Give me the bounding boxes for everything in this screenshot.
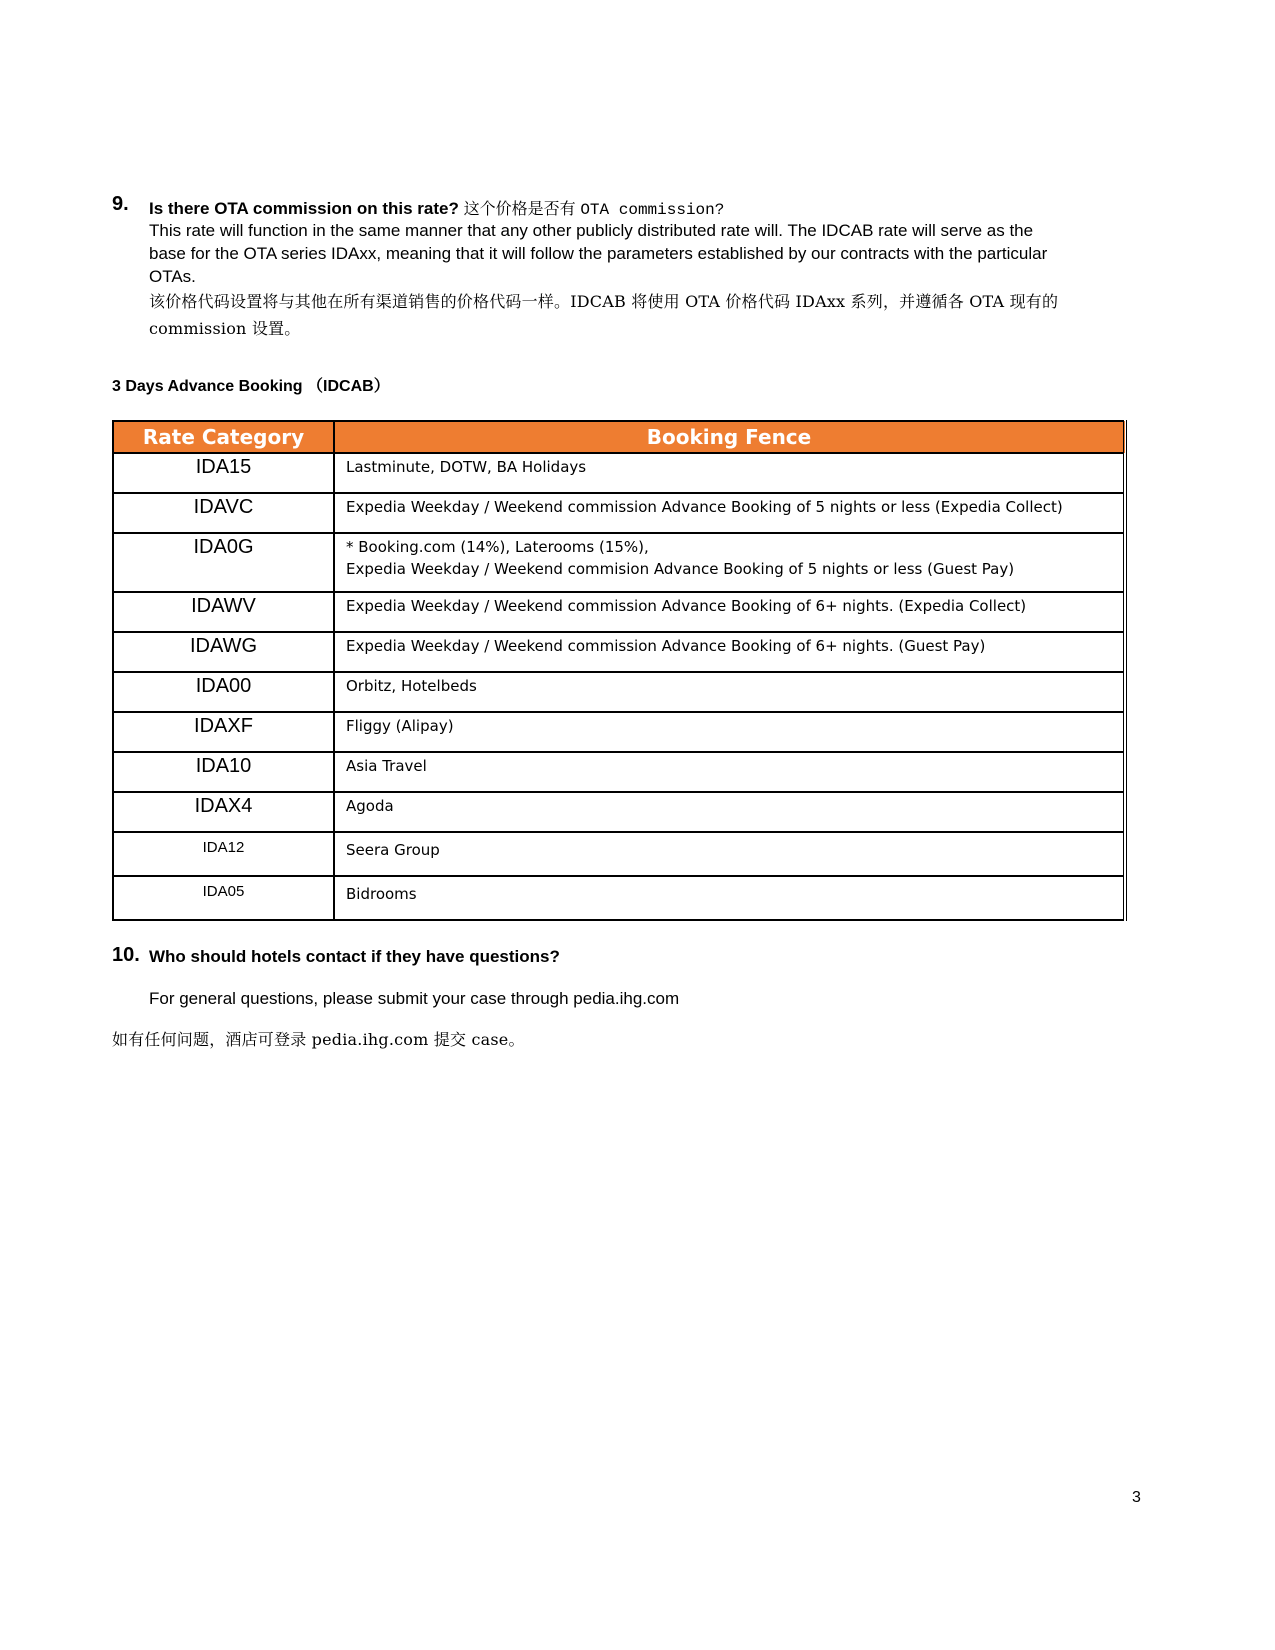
header-rate-category: Rate Category xyxy=(113,421,334,453)
page-number: 3 xyxy=(1132,1489,1141,1506)
question-9-answer-en xyxy=(149,219,1149,288)
rate-code: IDA10 xyxy=(113,752,334,792)
table-row xyxy=(113,672,1125,712)
table-row xyxy=(113,592,1125,632)
booking-fence xyxy=(334,832,1125,876)
question-9-number: 9. xyxy=(112,193,129,215)
booking-fence xyxy=(334,712,1125,752)
fence-line: Expedia Weekday / Weekend commision Advance Booking of 5 nights or less (Guest Pay) xyxy=(346,560,1015,578)
booking-fence xyxy=(334,533,1125,592)
fence-line: Seera Group xyxy=(346,841,440,859)
table-row xyxy=(113,752,1125,792)
rate-code: IDAVC xyxy=(113,493,334,533)
header-booking-fence: Booking Fence xyxy=(334,421,1125,453)
fence-line: Fliggy (Alipay) xyxy=(346,717,454,735)
table-row xyxy=(113,493,1125,533)
table-row xyxy=(113,792,1125,832)
question-9-title-cn-mono: OTA commission? xyxy=(580,201,725,219)
table-row xyxy=(113,876,1125,920)
rate-code: IDAXF xyxy=(113,712,334,752)
answer-en-line: This rate will function in the same manner that any other publicly distributed rate will. The IDCAB rate will serve as the xyxy=(149,221,1034,240)
rate-code: IDA15 xyxy=(113,453,334,493)
table-header-row xyxy=(113,421,1125,453)
answer-cn-line: 该价格代码设置将与其他在所有渠道销售的价格代码一样。IDCAB 将使用 OTA 价格代码 IDAxx 系列，并遵循各 OTA 现有的 xyxy=(149,292,1059,311)
fence-line: Asia Travel xyxy=(346,757,427,775)
fence-line: Orbitz, Hotelbeds xyxy=(346,677,477,695)
booking-fence xyxy=(334,453,1125,493)
booking-fence xyxy=(334,592,1125,632)
question-9-title-en: Is there OTA commission on this rate? xyxy=(149,199,459,218)
rate-code: IDA05 xyxy=(113,876,334,920)
answer-en-line: base for the OTA series IDAxx, meaning that it will follow the parameters established by our contracts with the particular xyxy=(149,244,1048,263)
fence-line: Expedia Weekday / Weekend commission Advance Booking of 6+ nights. (Guest Pay) xyxy=(346,637,986,655)
fence-line: Agoda xyxy=(346,797,394,815)
rate-code: IDA00 xyxy=(113,672,334,712)
fence-line: Expedia Weekday / Weekend commission Advance Booking of 5 nights or less (Expedia Collect) xyxy=(346,498,1063,516)
rate-code: IDA0G xyxy=(113,533,334,592)
question-10-number: 10. xyxy=(112,944,140,966)
question-9-title-cn: 这个价格是否有 xyxy=(463,199,576,218)
booking-fence xyxy=(334,493,1125,533)
fence-line: * Booking.com (14%), Laterooms (15%), xyxy=(346,538,649,556)
booking-fence xyxy=(334,632,1125,672)
rate-code: IDA12 xyxy=(113,832,334,876)
rate-code: IDAWG xyxy=(113,632,334,672)
booking-fence xyxy=(334,876,1125,920)
table-row xyxy=(113,832,1125,876)
table-row xyxy=(113,632,1125,672)
question-9-answer-cn xyxy=(149,288,1149,342)
question-10-answer-en: For general questions, please submit your case through pedia.ihg.com xyxy=(149,989,680,1008)
booking-fence xyxy=(334,792,1125,832)
rate-code: IDAWV xyxy=(113,592,334,632)
question-9-title xyxy=(149,196,724,219)
answer-en-line: OTAs. xyxy=(149,267,196,286)
booking-fence xyxy=(334,672,1125,712)
section-heading-idcab: 3 Days Advance Booking （IDCAB） xyxy=(112,378,390,395)
question-10-answer-cn: 如有任何问题，酒店可登录 pedia.ihg.com 提交 case。 xyxy=(112,1030,525,1049)
fence-line: Bidrooms xyxy=(346,885,417,903)
rate-code: IDAX4 xyxy=(113,792,334,832)
answer-cn-line: commission 设置。 xyxy=(149,319,301,338)
fence-line: Lastminute, DOTW, BA Holidays xyxy=(346,458,587,476)
fence-line: Expedia Weekday / Weekend commission Advance Booking of 6+ nights. (Expedia Collect) xyxy=(346,597,1027,615)
table-row xyxy=(113,533,1125,592)
question-10-title: Who should hotels contact if they have questions? xyxy=(149,947,560,966)
rate-category-table xyxy=(112,420,1127,921)
table-row xyxy=(113,712,1125,752)
booking-fence xyxy=(334,752,1125,792)
table-row xyxy=(113,453,1125,493)
